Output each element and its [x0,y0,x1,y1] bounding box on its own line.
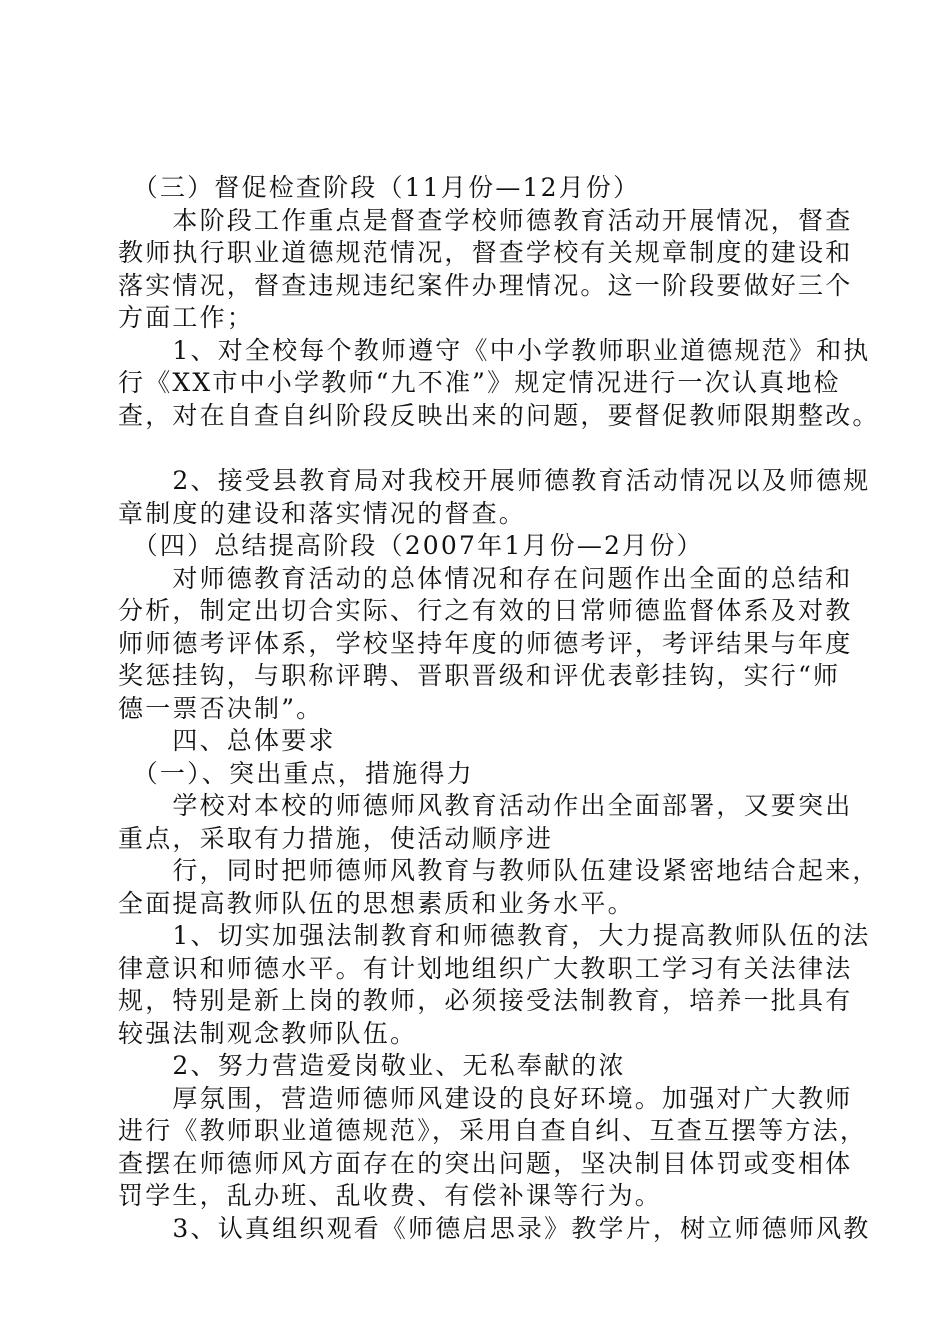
paragraph-line: 厚氛围，营造师德师风建设的良好环境。加强对广大教师 [118,1083,853,1113]
paragraph-line: 罚学生，乱办班、乱收费、有偿补课等行为。 [118,1181,663,1210]
paragraph-line: 重点，采取有力措施，使活动顺序进 [118,823,554,853]
blank-line [118,432,836,465]
paragraph-line: 德一票否决制”。 [118,693,324,723]
paragraph-line: 进行《教师职业道德规范》，采用自查自纠、互查互摆等方法， [118,1116,868,1145]
paragraph-line: 规，特别是新上岗的教师，必须接受法制教育，培养一批具有 [118,986,853,1015]
paragraph-line: 对师德教育活动的总体情况和存在问题作出全面的总结和 [118,563,853,593]
paragraph-line: 师师德考评体系，学校坚持年度的师德考评，考评结果与年度 [118,628,853,658]
paragraph-line: 本阶段工作重点是督查学校师德教育活动开展情况，督查 [118,205,853,235]
paragraph-line: 章制度的建设和落实情况的督查。 [118,498,527,528]
section-heading-requirements: 四、总体要求 [118,726,336,755]
paragraph-line: 方面工作； [118,303,255,332]
paragraph-line: 行，同时把师德师风教育与教师队伍建设紧密地结合起来， [118,856,880,885]
paragraph-line: 1、切实加强法制教育和师德教育，大力提高教师队伍的法 [118,921,871,950]
paragraph-line: 学校对本校的师德师风教育活动作出全面部署，又要突出 [118,791,853,820]
paragraph-line: 教师执行职业道德规范情况，督查学校有关规章制度的建设和 [118,238,853,267]
subsection-heading: （一）、突出重点，措施得力 [118,758,474,788]
paragraph-line: 2、接受县教育局对我校开展师德教育活动情况以及师德规 [118,466,871,495]
paragraph-line: 行《XX市中小学教师“九不准”》规定情况进行一次认真地检 [118,368,841,397]
paragraph-line: 律意识和师德水平。有计划地组织广大教职工学习有关法律法 [118,953,853,983]
paragraph-line: 1、对全校每个教师遵守《中小学教师职业道德规范》和执 [118,335,871,365]
paragraph-line: 2、努力营造爱岗敬业、无私奉献的浓 [118,1051,626,1080]
section-heading-summary: （四）总结提高阶段（2007年1月份—2月份） [118,531,704,560]
paragraph-line: 全面提高教师队伍的思想素质和业务水平。 [118,888,635,918]
paragraph-line: 奖惩挂钩，与职称评聘、晋职晋级和评优表彰挂钩，实行“师 [118,661,841,690]
paragraph-line: 分析，制定出切合实际、行之有效的日常师德监督体系及对教 [118,596,853,625]
document-body [118,172,880,1245]
paragraph-line: 查，对在自查自纠阶段反映出来的问题，要督促教师限期整改。 [118,400,880,430]
section-heading-supervision: （三）督促检查阶段（11月份—12月份） [118,173,641,202]
paragraph-line: 落实情况，督查违规违纪案件办理情况。这一阶段要做好三个 [118,270,853,300]
paragraph-line: 3、认真组织观看《师德启思录》教学片，树立师德师风教 [118,1213,871,1243]
paragraph-line: 较强法制观念教师队伍。 [118,1018,418,1048]
paragraph-line: 查摆在师德师风方面存在的突出问题，坚决制目体罚或变相体 [118,1148,853,1178]
